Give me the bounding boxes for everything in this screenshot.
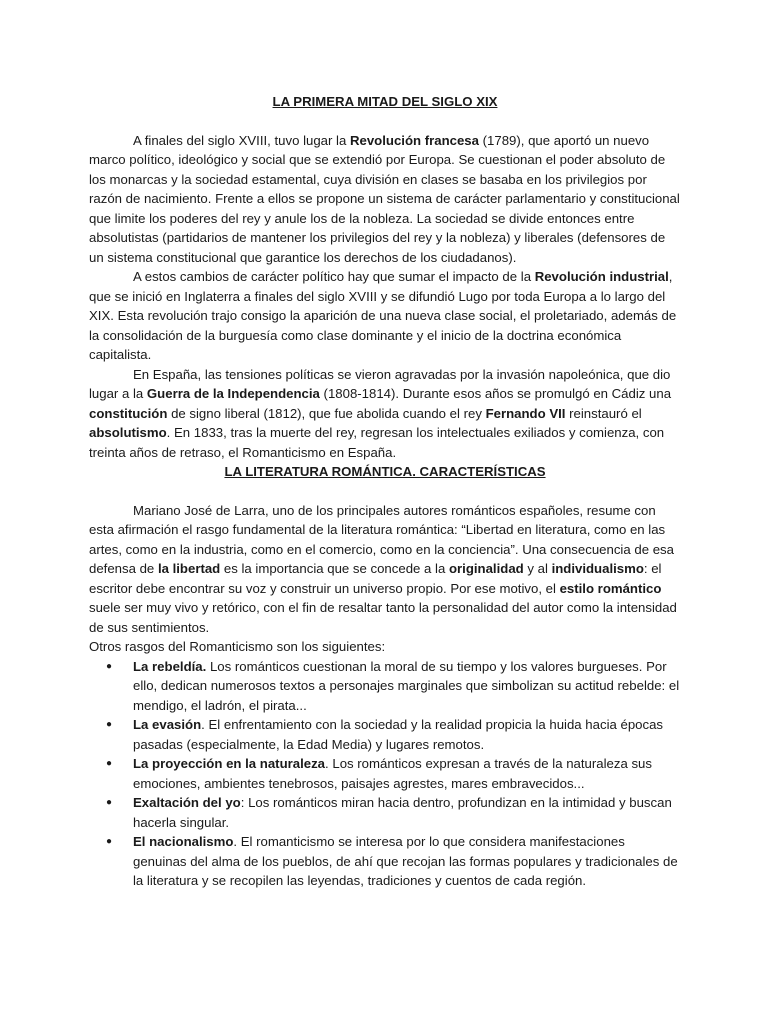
- document-content: [89, 92, 681, 891]
- text-run: Los románticos cuestionan la moral de su tiempo y los valores burgueses. Por ello, dedican numerosos textos a personajes marginales que simbolizan su actitud rebelde: el mendigo, el ladrón, el pirata...: [133, 658, 680, 713]
- bold-term: La evasión: [133, 717, 202, 732]
- text-run: A estos cambios de carácter político hay que sumar el impacto de la: [133, 269, 535, 284]
- text-run: . En 1833, tras la muerte del rey, regresan los intelectuales exiliados y comienza, con treinta años de retraso, el Romanticismo en España.: [89, 425, 665, 460]
- list-item: [133, 657, 681, 716]
- bold-term: El nacionalismo: [133, 834, 234, 849]
- text-run: : el escritor debe encontrar su voz y construir un universo propio. Por ese motivo, el: [89, 561, 662, 596]
- paragraph-larra: [89, 501, 681, 638]
- bold-term: Exaltación del yo: [133, 795, 241, 810]
- text-run: de signo liberal (1812), que fue abolida cuando el rey: [167, 405, 486, 421]
- list-intro: Otros rasgos del Romanticismo son los siguientes:: [89, 639, 386, 654]
- text-run: es la importancia que se concede a la: [220, 561, 449, 576]
- text-run: : Los románticos miran hacia dentro, profundizan en la intimidad y buscan hacerla singular.: [133, 795, 672, 830]
- bold-term: originalidad: [448, 561, 524, 576]
- bold-term: Guerra de la Independencia: [146, 386, 320, 401]
- text-run: . Los románticos expresan a través de la naturaleza sus emociones, ambientes tenebrosos, paisajes agrestes, mares embravecidos...: [133, 756, 652, 791]
- text-run: En España, las tensiones políticas se vieron agravadas por la invasión napoleónica, que dio lugar a la: [89, 366, 671, 401]
- bold-term: Fernando VII: [485, 405, 566, 421]
- bold-term: absolutismo: [89, 425, 167, 440]
- bold-term: estilo romántico: [559, 580, 662, 596]
- list-item: [133, 832, 681, 891]
- list-item: [133, 715, 681, 754]
- bold-term: Revolución francesa: [349, 132, 479, 148]
- text-run: reinstauró el: [565, 405, 642, 421]
- section-title-romantic-literature: LA LITERATURA ROMÁNTICA. CARACTERÍSTICAS: [224, 464, 546, 479]
- bold-term: constitución: [89, 405, 168, 421]
- text-run: y al: [523, 561, 552, 576]
- section-title-first-half-xix: LA PRIMERA MITAD DEL SIGLO XIX: [272, 94, 498, 109]
- text-run: suele ser muy vivo y retórico, con el fin de resaltar tanto la personalidad del autor como la intensidad de sus sentimientos.: [89, 600, 677, 635]
- paragraph-spain: [89, 365, 681, 463]
- paragraph-industrial-revolution: [89, 267, 681, 365]
- text-run: . El enfrentamiento con la sociedad y la realidad propicia la huida hacia épocas pasadas (especialmente, la Edad Media) y lugares remotos.: [133, 717, 664, 752]
- text-run: (1789), que aportó un nuevo marco político, ideológico y social que se extendió por Europa. Se cuestionan el poder absoluto de los monarcas y la sociedad estamental, cuya división en clases se basaba en los privilegios por razón de nacimiento. Frente a ellos se propone un sistema de carácter parlamentario y constitucional que limite los poderes del rey y anule los de la nobleza. La sociedad se divide entonces entre absolutistas (partidarios de mantener los privilegios del rey y la nobleza) y liberales (defensores de un sistema constitucional que garantice los derechos de los ciudadanos).: [89, 132, 680, 265]
- text-run: . El romanticismo se interesa por lo que considera manifestaciones genuinas del alma de los pueblos, de ahí que recojan las formas populares y tradicionales de la literatura y se recopilen las leyendas, tradiciones y cuentos de cada región.: [133, 834, 678, 888]
- text-run: Mariano José de Larra, uno de los principales autores románticos españoles, resume con esta afirmación el rasgo fundamental de la literatura romántica: “Libertad en literatura, como en las artes, como en la industria, como en el comercio, como en la conciencia”. Una consecuencia de esa defensa de: [89, 502, 674, 576]
- text-run: A finales del siglo XVIII, tuvo lugar la: [133, 132, 350, 148]
- text-run: (1808-1814). Durante esos años se promulgó en Cádiz una: [319, 386, 672, 401]
- text-run: , que se inició en Inglaterra a finales del siglo XVIII y se difundió Lugo por toda Europa a lo largo del XIX. Esta revolución trajo consigo la aparición de una nueva clase social, el proletariado, además de la consolidación de la burguesía como clase dominante y el inicio de la doctrina económica capitalista.: [89, 269, 677, 362]
- bold-term: La proyección en la naturaleza: [133, 756, 326, 771]
- traits-list: [89, 657, 681, 891]
- bold-term: La rebeldía.: [133, 658, 207, 674]
- bold-term: individualismo: [551, 561, 644, 576]
- bold-term: Revolución industrial: [534, 269, 669, 284]
- list-item: [133, 793, 681, 832]
- bold-term: la libertad: [157, 561, 221, 576]
- list-item: [133, 754, 681, 793]
- paragraph-french-revolution: [89, 131, 681, 268]
